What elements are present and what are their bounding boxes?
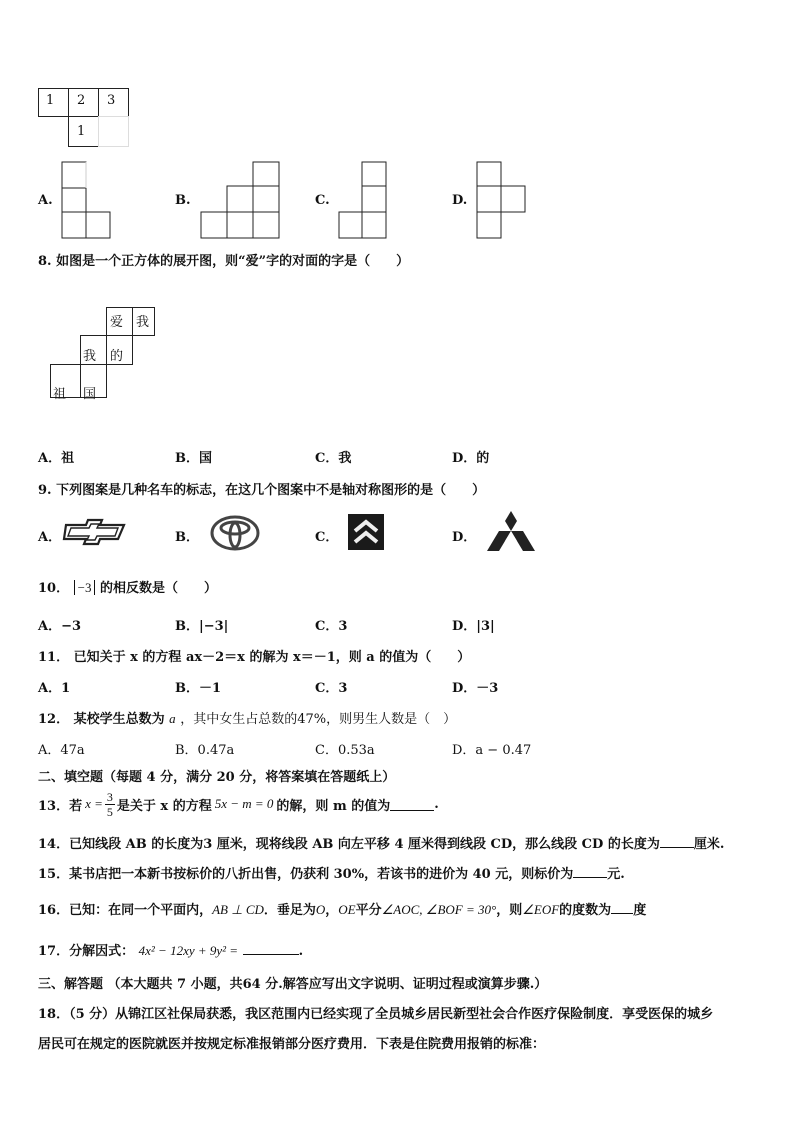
q11-option-a: A．1 — [38, 681, 71, 696]
question-15 — [38, 863, 625, 882]
question-text: 的解，则 m 的值为 — [276, 798, 391, 814]
math-expression: 5x − m = 0 — [214, 796, 274, 811]
net-char: 的 — [110, 349, 124, 364]
question-text: 已知线段 AB 的长度为3 厘米，现将线段 AB 向左平移 4 厘米得到线段 CD，那么线段 CD 的长度为 — [69, 837, 660, 852]
question-text: ， — [325, 903, 339, 918]
mitsubishi-logo-icon — [486, 510, 536, 552]
question-number: 12． — [38, 712, 70, 727]
q12-option-b: B．0.47a — [175, 743, 235, 758]
question-number: 15． — [38, 867, 70, 882]
q7-option-d-figure — [475, 160, 527, 240]
question-text: 的相反数是（ ） — [100, 581, 218, 596]
answer-blank[interactable] — [243, 942, 299, 955]
section-3-heading: 三、解答题 （本大题共 7 小题，共64 分.解答应写出文字说明、证明过程或演算步骤.） — [38, 977, 548, 992]
question-number: 17． — [38, 944, 70, 959]
question-text: . — [298, 944, 304, 959]
question-10 — [38, 577, 217, 596]
question-number: 18． — [38, 1007, 70, 1022]
q12-option-c: C．0.53a — [315, 743, 375, 758]
q9-option-a: A． — [38, 530, 62, 545]
question-text: 度 — [633, 903, 647, 918]
question-number: 10． — [38, 581, 70, 596]
question-text: 元. — [607, 867, 625, 882]
q10-option-a: A．−3 — [38, 619, 82, 634]
q7-option-b-figure — [200, 160, 282, 240]
net-char: 爱 — [110, 315, 124, 330]
answer-blank[interactable] — [573, 865, 607, 878]
answer-blank[interactable] — [390, 798, 434, 811]
net-char: 祖 — [53, 387, 67, 402]
q11-option-d: D．－3 — [452, 681, 499, 696]
math-expression: ∠AOC, ∠BOF = 30° — [381, 902, 497, 917]
net-char: 我 — [136, 315, 150, 330]
question-text: （5 分）从锦江区社保局获悉，我区范围内已经实现了全员城乡居民新型社会合作医疗保险制度．享受医保的城乡 — [69, 1007, 714, 1022]
math-expression: x = — [85, 796, 103, 811]
q7-option-a-label: A. — [38, 193, 53, 208]
question-number: 16． — [38, 903, 70, 918]
chevrolet-logo-icon — [62, 518, 128, 546]
question-text: 厘米. — [693, 837, 725, 852]
question-number: 9. — [38, 483, 52, 498]
net-char: 国 — [83, 387, 97, 402]
fraction-numerator: 3 — [106, 789, 113, 804]
fraction — [105, 790, 115, 819]
math-expression: 4x² − 12xy + 9y² = — [138, 943, 239, 958]
q7-option-b-label: B. — [175, 193, 191, 208]
q12-option-d: D．a − 0.47 — [452, 743, 532, 758]
question-18-line-2: 居民可在规定的医院就医并按规定标准报销部分医疗费用．下表是住院费用报销的标准： — [38, 1037, 546, 1052]
q9-option-b: B． — [175, 530, 199, 545]
citroen-logo-icon — [348, 514, 384, 550]
question-number: 14． — [38, 837, 70, 852]
question-14 — [38, 833, 724, 852]
math-expression: AB ⊥ CD — [212, 902, 264, 917]
q7-option-a-figure — [60, 160, 112, 240]
question-12 — [38, 708, 456, 727]
question-number: 11． — [38, 650, 70, 665]
question-text: ．垂足为 — [263, 903, 316, 918]
q10-option-b: B．|−3| — [175, 619, 229, 634]
q9-option-d: D． — [452, 530, 477, 545]
q8-option-a: A．祖 — [38, 451, 75, 466]
q7-option-c-label: C. — [315, 193, 330, 208]
question-text: 已知关于 x 的方程 ax－2＝x 的解为 x＝－1，则 a 的值为（ ） — [73, 650, 471, 665]
question-text: ，其中女生占总数的47%，则男生人数是（ ） — [180, 712, 457, 727]
question-9 — [38, 479, 485, 498]
question-text: ，则 — [496, 903, 523, 918]
question-text: 的度数为 — [559, 903, 612, 918]
q7-option-d-label: D. — [452, 193, 468, 208]
net-number: 1 — [46, 93, 55, 108]
question-text: . — [434, 796, 439, 812]
q8-option-c: C．我 — [315, 451, 352, 466]
question-text: 某书店把一本新书按标价的八折出售，仍获利 30%，若该书的进价为 40 元，则标价为 — [69, 867, 574, 882]
math-expression: ∠EOF — [522, 902, 560, 917]
q11-option-c: C．3 — [315, 681, 348, 696]
q11-option-b: B．－1 — [175, 681, 222, 696]
variable: a — [169, 711, 176, 726]
answer-blank[interactable] — [611, 901, 633, 914]
question-13 — [38, 786, 439, 822]
question-text: 某校学生总数为 — [73, 712, 165, 727]
net-number: 1 — [77, 124, 86, 139]
question-8 — [38, 250, 409, 269]
q10-option-c: C．3 — [315, 619, 348, 634]
fraction-denominator: 5 — [106, 804, 113, 819]
question-number: 8. — [38, 254, 52, 269]
question-text: 平分 — [355, 903, 382, 918]
section-2-heading: 二、填空题（每题 4 分，满分 20 分，将答案填在答题纸上） — [38, 770, 396, 785]
math-expression: O — [315, 902, 326, 917]
question-text: 已知：在同一个平面内， — [69, 903, 213, 918]
answer-blank[interactable] — [660, 835, 694, 848]
q8-option-b: B．国 — [175, 451, 212, 466]
net-cell-faint — [98, 116, 129, 147]
question-17 — [38, 940, 303, 959]
q7-option-c-figure — [338, 160, 390, 240]
q9-option-c: C． — [315, 530, 339, 545]
question-text: 是关于 x 的方程 — [116, 798, 212, 814]
question-11 — [38, 646, 470, 665]
toyota-logo-icon — [210, 514, 260, 552]
net-char: 我 — [83, 349, 97, 364]
q12-option-a: A．47a — [38, 743, 85, 758]
q8-option-d: D．的 — [452, 451, 490, 466]
net-number: 3 — [107, 93, 116, 108]
math-expression: OE — [338, 902, 356, 917]
question-text: 下列图案是几种名车的标志，在这几个图案中不是轴对称图形的是（ ） — [56, 483, 486, 498]
net-number: 2 — [77, 93, 86, 108]
absolute-value-expression: −3 — [74, 580, 96, 595]
question-number: 13． — [38, 798, 70, 814]
question-text: 分解因式： — [69, 944, 135, 959]
question-18-line-1 — [38, 1003, 713, 1022]
q10-option-d: D．|3| — [452, 619, 495, 634]
question-text: 如图是一个正方体的展开图，则“爱”字的对面的字是（ ） — [56, 254, 410, 269]
question-text: 若 — [69, 798, 83, 814]
question-16 — [38, 899, 646, 918]
